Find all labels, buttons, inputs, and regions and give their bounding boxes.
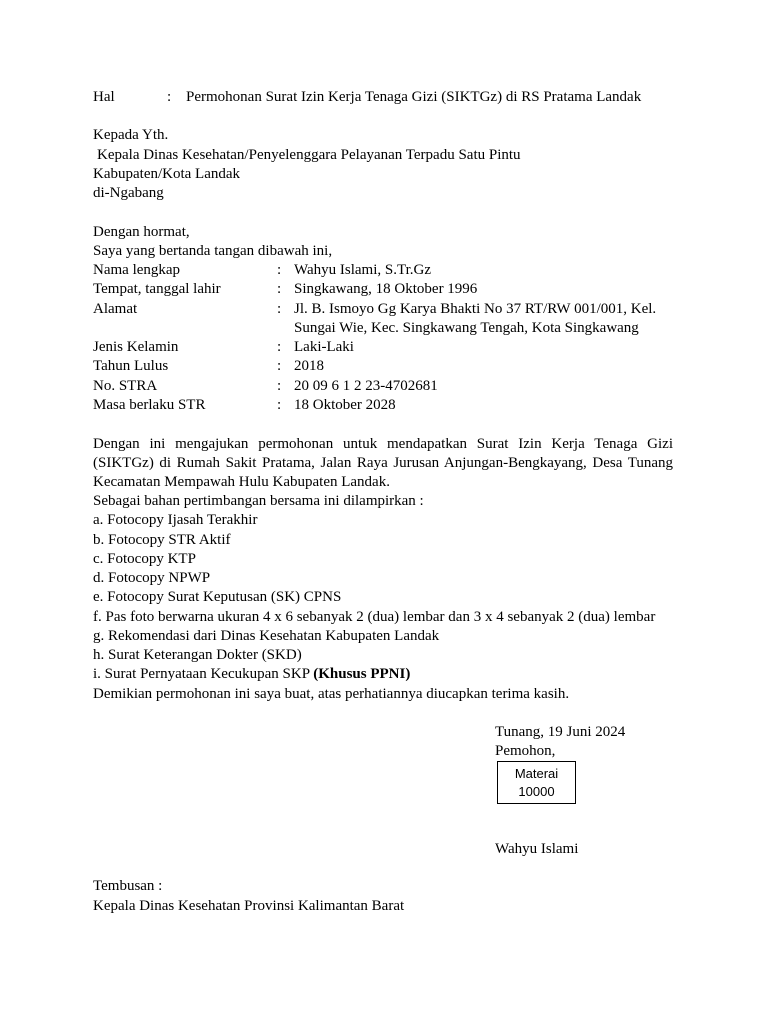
attachment-item: d. Fotocopy NPWP xyxy=(93,570,211,586)
identity-value-name: Wahyu Islami, S.Tr.Gz xyxy=(294,262,431,278)
identity-colon: : xyxy=(277,262,282,278)
attachments-intro: Sebagai bahan pertimbangan bersama ini dilampirkan : xyxy=(93,493,424,509)
identity-value-address: Jl. B. Ismoyo Gg Karya Bhakti No 37 RT/RW 001/001, Kel. xyxy=(294,301,657,317)
identity-value-str-validity: 18 Oktober 2028 xyxy=(294,397,396,413)
recipient-salutation: Kepada Yth. xyxy=(93,127,169,143)
identity-label-str-validity: Masa berlaku STR xyxy=(93,397,206,413)
stamp-duty-box xyxy=(497,761,576,804)
attachment-item-text: i. Surat Pernyataan Kecukupan SKP xyxy=(93,666,314,682)
identity-value-gender: Laki-Laki xyxy=(294,339,354,355)
attachment-item-skp xyxy=(93,665,410,684)
intro: Saya yang bertanda tangan dibawah ini, xyxy=(93,243,333,259)
identity-colon: : xyxy=(277,397,282,413)
identity-value-address-cont: Sungai Wie, Kec. Singkawang Tengah, Kota Singkawang xyxy=(294,320,639,336)
body-line3: Kecamatan Mempawah Hulu Kabupaten Landak. xyxy=(93,474,390,490)
signature-name: Wahyu Islami xyxy=(495,841,579,857)
identity-value-stra: 20 09 6 1 2 23-4702681 xyxy=(294,378,438,394)
subject-colon: : xyxy=(167,89,172,105)
identity-label-name: Nama lengkap xyxy=(93,262,181,278)
identity-colon: : xyxy=(277,339,282,355)
identity-value-birth: Singkawang, 18 Oktober 1996 xyxy=(294,281,478,297)
recipient-line3: di-Ngabang xyxy=(93,185,164,201)
attachment-item: f. Pas foto berwarna ukuran 4 x 6 sebanyak 2 (dua) lembar dan 3 x 4 sebanyak 2 (dua) lembar xyxy=(93,609,656,625)
attachment-item-bold-note: (Khusus PPNI) xyxy=(313,666,411,682)
recipient-line2: Kabupaten/Kota Landak xyxy=(93,166,241,182)
stamp-duty-amount: 10000 xyxy=(518,784,555,799)
greeting: Dengan hormat, xyxy=(93,224,190,240)
subject-label: Hal xyxy=(93,89,115,105)
closing-sentence: Demikian permohonan ini saya buat, atas perhatiannya diucapkan terima kasih. xyxy=(93,686,570,702)
attachment-item: e. Fotocopy Surat Keputusan (SK) CPNS xyxy=(93,589,342,605)
subject-text: Permohonan Surat Izin Kerja Tenaga Gizi (SIKTGz) di RS Pratama Landak xyxy=(186,89,642,105)
stamp-duty-label: Materai xyxy=(514,766,559,781)
cc-recipient: Kepala Dinas Kesehatan Provinsi Kalimantan Barat xyxy=(93,898,405,914)
identity-colon: : xyxy=(277,281,282,297)
signature-place-date: Tunang, 19 Juni 2024 xyxy=(495,724,626,740)
identity-colon: : xyxy=(277,358,282,374)
identity-colon: : xyxy=(277,301,282,317)
attachment-item: g. Rekomendasi dari Dinas Kesehatan Kabupaten Landak xyxy=(93,628,440,644)
identity-label-address: Alamat xyxy=(93,301,138,317)
identity-label-birth: Tempat, tanggal lahir xyxy=(93,281,221,297)
identity-label-gender: Jenis Kelamin xyxy=(93,339,179,355)
attachment-item: c. Fotocopy KTP xyxy=(93,551,196,567)
cc-label: Tembusan : xyxy=(93,878,163,894)
identity-label-graduation: Tahun Lulus xyxy=(93,358,169,374)
identity-value-graduation: 2018 xyxy=(294,358,324,374)
attachment-item: h. Surat Keterangan Dokter (SKD) xyxy=(93,647,302,663)
recipient-line1: Kepala Dinas Kesehatan/Penyelenggara Pelayanan Terpadu Satu Pintu xyxy=(97,147,521,163)
attachment-item: a. Fotocopy Ijasah Terakhir xyxy=(93,512,258,528)
body-line2: (SIKTGz) di Rumah Sakit Pratama, Jalan Raya Jurusan Anjungan-Bengkayang, Desa Tunang xyxy=(93,455,673,471)
identity-colon: : xyxy=(277,378,282,394)
attachment-item: b. Fotocopy STR Aktif xyxy=(93,532,231,548)
body-line1: Dengan ini mengajukan permohonan untuk mendapatkan Surat Izin Kerja Tenaga Gizi xyxy=(93,436,673,452)
signature-role: Pemohon, xyxy=(495,743,556,759)
identity-label-stra: No. STRA xyxy=(93,378,158,394)
